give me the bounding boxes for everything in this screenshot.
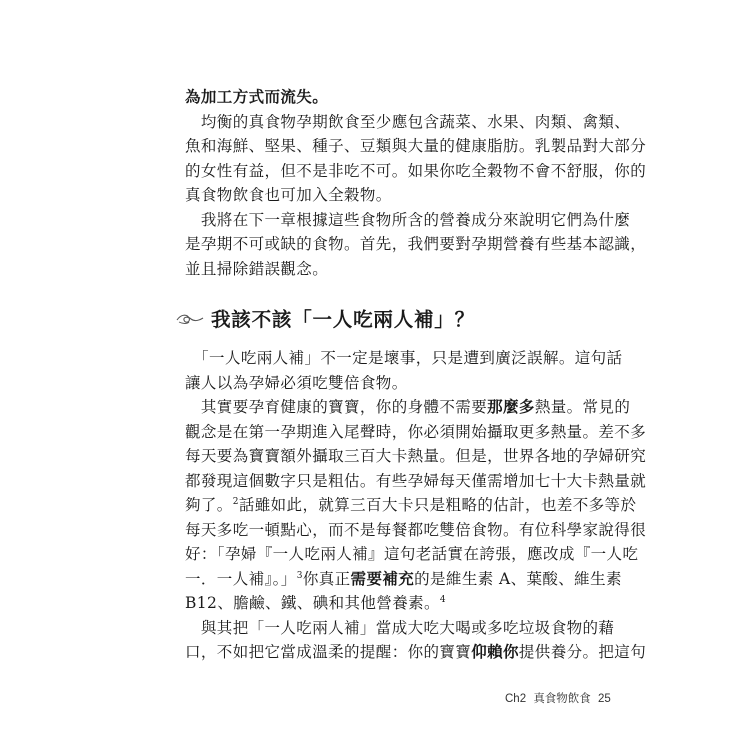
text-line: 都發現這個數字只是粗估。有些孕婦每天僅需增加七十大卡熱量就 (185, 471, 647, 490)
emphasis-text: 那麼多 (487, 397, 535, 416)
text-line: 讓人以為孕婦必須吃雙倍食物。 (185, 373, 408, 392)
text-line: 好：「孕婦『一人吃兩人補』這句老話實在誇張，應改成『一人吃 (185, 545, 639, 563)
text-line: 「一人吃兩人補」不一定是壞事，只是遭到廣泛誤解。這句話 (185, 349, 623, 367)
text-line: 的女性有益，但不是非吃不可。如果你吃全穀物不會不舒服，你的 (185, 161, 647, 180)
text-line (185, 395, 631, 420)
text-line: 每天多吃一頓點心，而不是每餐都吃雙倍食物。有位科學家說得很 (185, 520, 647, 539)
paragraph-body (185, 346, 647, 665)
text-run: 的是維生素 A、葉酸、維生素 (414, 569, 622, 588)
text-line: 觀念是在第一孕期進入尾聲時，你必須開始攝取更多熱量。差不多 (185, 422, 647, 441)
text-line (185, 640, 647, 665)
text-line: 與其把「一人吃兩人補」當成大吃大喝或多吃垃圾食物的藉 (185, 618, 615, 637)
text-run: 話雖如此，就算三百大卡只是粗略的估計，也差不多等於 (238, 496, 637, 514)
section-title: 我該不該「一人吃兩人補」？ (211, 308, 475, 331)
text-line: 真食物飲食也可加入全穀物。 (185, 186, 392, 204)
text-line: 每天要為寶寶額外攝取三百大卡熱量。但是，世界各地的孕婦研究 (185, 447, 647, 465)
text-run: 提供養分。把這句 (518, 643, 647, 661)
page-footer (505, 690, 615, 706)
text-line: 魚和海鮮、堅果、種子、豆類與大量的健康脂肪。乳製品對大部分 (185, 137, 647, 155)
text-run: 你真正 (302, 569, 351, 588)
swirl-ornament-icon (175, 310, 205, 326)
text-line (185, 493, 637, 518)
section-heading (175, 303, 575, 333)
text-run: 熱量。常見的 (534, 398, 631, 416)
text-line: 為加工方式而流失。 (185, 87, 329, 106)
paragraph-top (185, 85, 647, 281)
text-line: 我將在下一章根據這些食物所含的營養成分來說明它們為什麼 (185, 210, 631, 229)
footnote-ref: 4 (439, 594, 447, 605)
footnote-ref: 2 (232, 496, 239, 507)
text-line (185, 567, 622, 592)
emphasis-text: 需要補充 (350, 568, 415, 588)
footnote-ref: 3 (296, 570, 303, 581)
text-run: 夠了。 (185, 496, 233, 514)
chapter-title: 真食物飲食 (533, 693, 591, 705)
text-run: B12、膽鹼、鐵、碘和其他營養素。 (185, 594, 440, 612)
text-run: 其實要孕育健康的寶寶，你的身體不需要 (185, 398, 488, 416)
text-run: 一．一人補』。」 (185, 569, 297, 588)
text-run: 口，不如把它當成溫柔的提醒：你的寶寶 (185, 643, 472, 661)
emphasis-text: 仰賴你 (471, 642, 519, 661)
text-line: 並且掃除錯誤觀念。 (185, 259, 329, 278)
chapter-label: Ch2 (505, 693, 527, 705)
page-number: 25 (598, 693, 611, 705)
text-line: 是孕期不可或缺的食物。首先，我們要對孕期營養有些基本認識， (185, 235, 647, 253)
text-line: 均衡的真食物孕期飲食至少應包含蔬菜、水果、肉類、禽類、 (185, 112, 631, 131)
text-line (185, 591, 565, 616)
